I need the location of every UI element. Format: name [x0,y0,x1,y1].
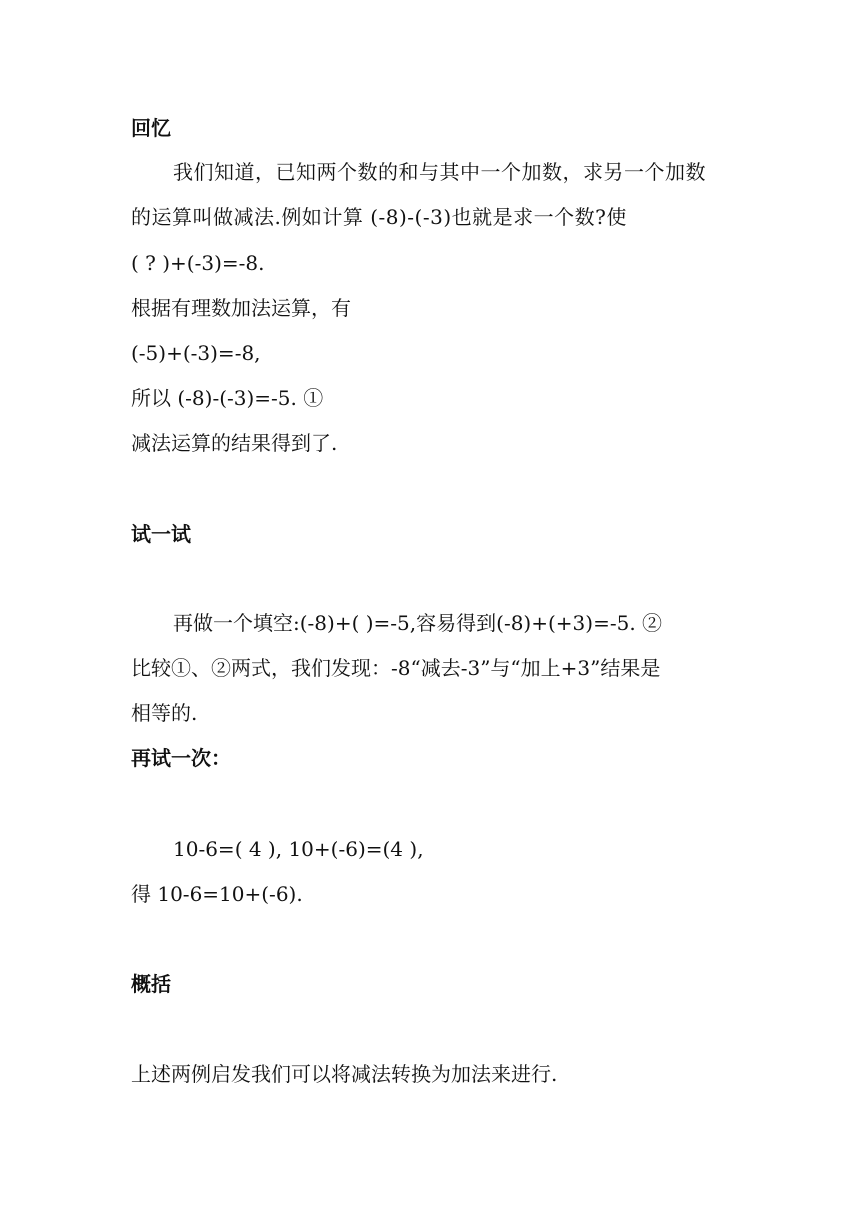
section-heading-summary: 概括 [131,972,171,996]
equation-line: 得 10-6=10+(-6). [131,882,303,906]
section-heading-try-again: 再试一次： [131,746,231,770]
paragraph-line: 减法运算的结果得到了. [131,431,338,455]
paragraph-line: 根据有理数加法运算，有 [131,296,351,320]
paragraph-line: 上述两例启发我们可以将减法转换为加法来进行. [131,1062,558,1086]
equation-line: 10-6=( 4 ), 10+(-6)=(4 ), [173,837,424,861]
section-heading-try: 试一试 [131,522,191,546]
section-heading-recall: 回忆 [131,116,171,140]
paragraph-line: ( ? )+(-3)=-8. [131,251,265,275]
paragraph-line: 的运算叫做减法.例如计算 (-8)-(-3)也就是求一个数?使 [131,205,627,229]
equation-line: (-5)+(-3)=-8, [131,341,261,365]
paragraph-line: 相等的. [131,701,198,725]
equation-line: 所以 (-8)-(-3)=-5. ① [131,386,324,410]
paragraph-line: 我们知道，已知两个数的和与其中一个加数，求另一个加数 [173,160,706,184]
paragraph-line: 再做一个填空:(-8)+( )=-5,容易得到(-8)+(+3)=-5. ② [173,611,663,635]
paragraph-line: 比较①、②两式，我们发现：-8“减去-3”与“加上+3”结果是 [131,656,661,680]
